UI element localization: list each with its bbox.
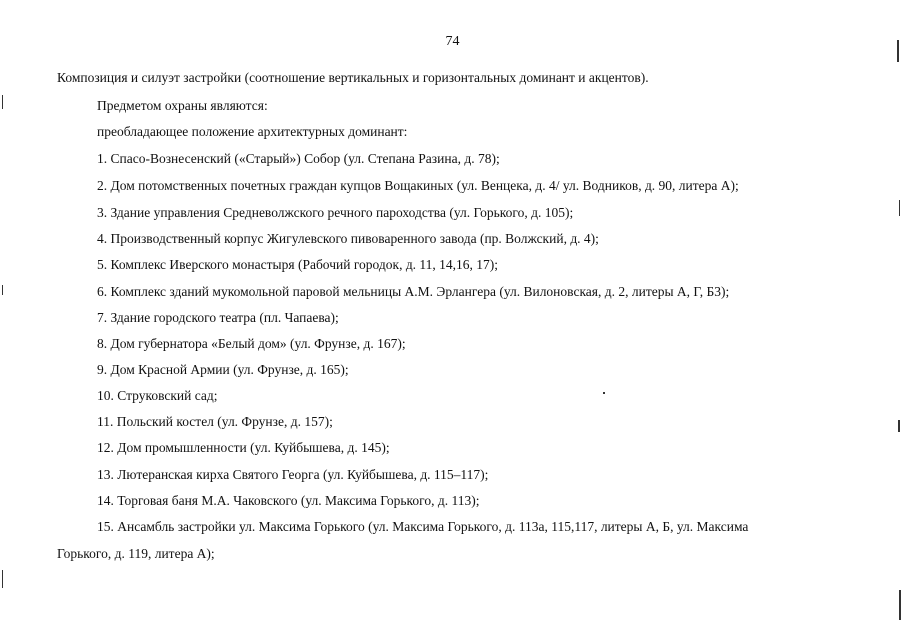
scan-artifact (898, 420, 900, 432)
intro-line: Предметом охраны являются: (97, 98, 268, 113)
list-item: 12. Дом промышленности (ул. Куйбышева, д. 145); (97, 440, 390, 455)
list-item: 8. Дом губернатора «Белый дом» (ул. Фрунзе, д. 167); (97, 336, 406, 351)
scan-artifact (2, 95, 3, 109)
list-item-15-line1: 15. Ансамбль застройки ул. Максима Горького (ул. Максима Горького, д. 113а, 115,117, литеры А, Б, ул. Максима (97, 519, 749, 534)
list-item: 3. Здание управления Средневолжского речного пароходства (ул. Горького, д. 105); (97, 205, 574, 220)
scan-artifact (899, 200, 900, 216)
list-item: 13. Лютеранская кирха Святого Георга (ул. Куйбышева, д. 115–117); (97, 467, 489, 482)
scan-artifact (603, 392, 605, 394)
list-item: 6. Комплекс зданий мукомольной паровой мельницы А.М. Эрлангера (ул. Вилоновская, д. 2, литеры А, Г, Б3); (97, 284, 730, 299)
section-heading: Композиция и силуэт застройки (соотношение вертикальных и горизонтальных доминант и акцентов). (57, 70, 649, 85)
list-item: 14. Торговая баня М.А. Чаковского (ул. Максима Горького, д. 113); (97, 493, 480, 508)
list-item: 9. Дом Красной Армии (ул. Фрунзе, д. 165); (97, 362, 349, 377)
scan-artifact (2, 285, 3, 295)
scan-artifact (2, 570, 3, 588)
list-item: 5. Комплекс Иверского монастыря (Рабочий городок, д. 11, 14,16, 17); (97, 257, 499, 272)
scan-artifact (899, 590, 901, 620)
intro-line: преобладающее положение архитектурных доминант: (97, 124, 408, 139)
list-item: 10. Струковский сад; (97, 388, 218, 403)
page-number: 74 (445, 34, 460, 49)
list-item: 4. Производственный корпус Жигулевского пивоваренного завода (пр. Волжский, д. 4); (97, 231, 599, 246)
list-item: 7. Здание городского театра (пл. Чапаева); (97, 310, 339, 325)
list-item: 11. Польский костел (ул. Фрунзе, д. 157); (97, 414, 333, 429)
list-item: 1. Спасо-Вознесенский («Старый») Собор (ул. Степана Разина, д. 78); (97, 151, 500, 166)
list-item-15-line2: Горького, д. 119, литера А); (57, 546, 215, 561)
scan-artifact (897, 40, 899, 62)
list-item: 2. Дом потомственных почетных граждан купцов Вощакиных (ул. Венцека, д. 4/ ул. Водников, д. 90, литера А); (97, 178, 739, 193)
